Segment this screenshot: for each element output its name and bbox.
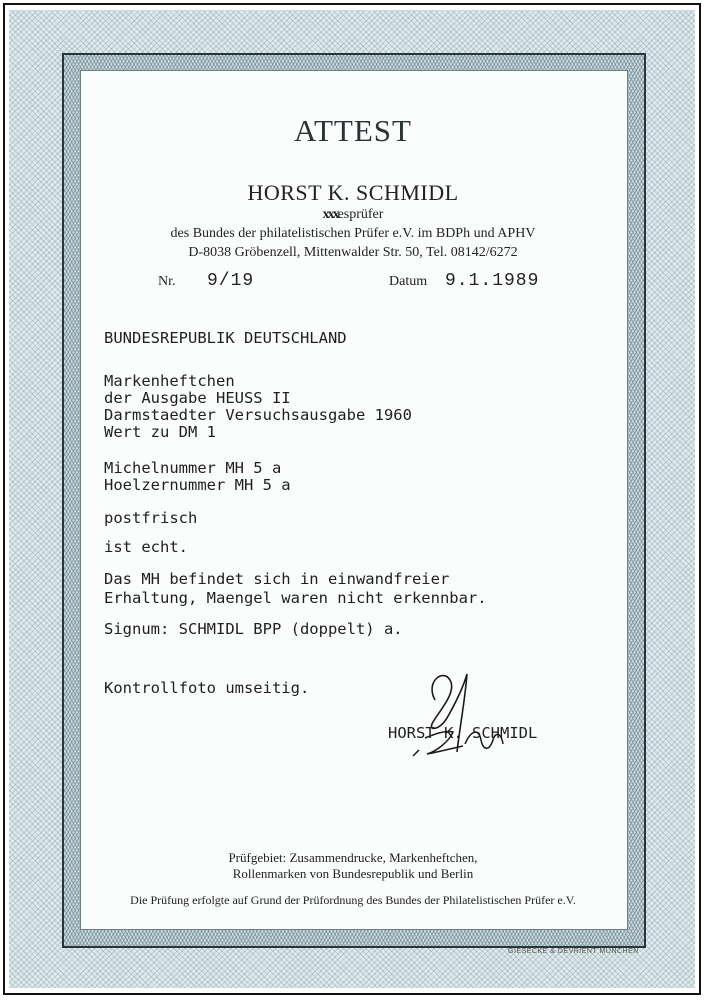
country-line: BUNDESREPUBLIK DEUTSCHLAND: [104, 329, 347, 347]
remark-line: Das MH befindet sich in einwandfreier: [104, 570, 450, 588]
nr-label: Nr.: [158, 274, 176, 289]
scope-line: Prüfgebiet: Zusammendrucke, Markenheftchen,: [228, 850, 478, 865]
remark-line: Erhaltung, Maengel waren nicht erkennbar.: [104, 589, 487, 607]
role-overstrike: xxx: [322, 207, 338, 222]
handwritten-signature: [405, 660, 545, 770]
item-line: Markenheftchen: [104, 372, 235, 390]
datum-value: 9.1.1989: [445, 271, 540, 291]
verdict-line: ist echt.: [104, 538, 188, 556]
catalog-line: Michelnummer MH 5 a: [104, 459, 282, 477]
item-line: der Ausgabe HEUSS II: [104, 389, 291, 407]
examination-basis: Die Prüfung erfolgte auf Grund der Prüfordnung des Bundes der Philatelistischen Prüfer e.V.: [130, 893, 576, 907]
examiner-name: HORST K. SCHMIDL: [247, 180, 459, 205]
condition-line: postfrisch: [104, 509, 198, 527]
scope-line: Rollenmarken von Bundesrepublik und Berlin: [232, 866, 474, 881]
certificate-title: ATTEST: [294, 113, 412, 148]
catalog-line: Hoelzernummer MH 5 a: [104, 476, 291, 494]
item-line: Wert zu DM 1: [104, 423, 216, 441]
printer-imprint: GIESECKE & DEVRIENT MÜNCHEN: [508, 948, 639, 955]
examiner-address: D-8038 Gröbenzell, Mittenwalder Str. 50, Tel. 08142/6272: [188, 245, 518, 260]
signum-line: Signum: SCHMIDL BPP (doppelt) a.: [104, 620, 403, 638]
examiner-association: des Bundes der philatelistischen Prüfer e.V. im BDPh und APHV: [170, 226, 536, 241]
nr-value: 9/19: [207, 271, 255, 291]
examiner-role: [0, 207, 706, 223]
signer-name: HORST K. SCHMIDL: [388, 724, 538, 742]
datum-label: Datum: [389, 274, 428, 289]
photo-note: Kontrollfoto umseitig.: [104, 679, 310, 697]
role-text: esprüfer: [337, 207, 384, 222]
item-line: Darmstaedter Versuchsausgabe 1960: [104, 406, 412, 424]
